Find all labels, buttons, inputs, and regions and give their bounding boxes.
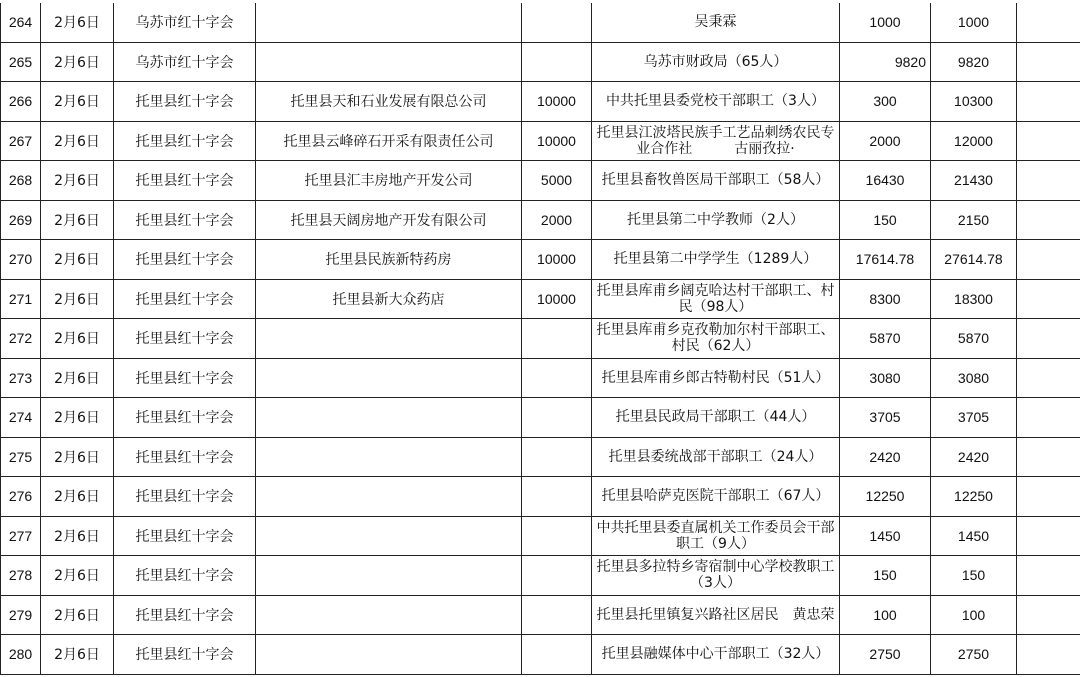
- row-number: 270: [1, 240, 41, 280]
- row-number: 275: [1, 437, 41, 477]
- company-amount-cell: [522, 319, 592, 359]
- total-amount-cell: 10300: [931, 82, 1017, 122]
- empty-cell: [1017, 42, 1080, 82]
- row-number: 279: [1, 595, 41, 635]
- table-row: [1, 398, 1080, 438]
- recipient-cell: 乌苏市财政局（65人）: [592, 42, 840, 82]
- recipient-amount-cell: 16430: [840, 161, 931, 201]
- red-cross-org-cell: 托里县红十字会: [114, 240, 256, 280]
- recipient-cell: 托里县融媒体中心干部职工（32人）: [592, 635, 840, 675]
- company-cell: [256, 595, 522, 635]
- recipient-amount-cell: 2750: [840, 635, 931, 675]
- recipient-cell: 托里县江波塔民族手工艺品刺绣农民专业合作社 古丽孜拉·: [592, 121, 840, 161]
- red-cross-org-cell: 托里县红十字会: [114, 200, 256, 240]
- company-amount-cell: 5000: [522, 161, 592, 201]
- date-cell: 2月6日: [41, 200, 114, 240]
- company-cell: 托里县汇丰房地产开发公司: [256, 161, 522, 201]
- empty-cell: [1017, 3, 1080, 42]
- table-row: [1, 516, 1080, 556]
- recipient-amount-cell: 100: [840, 595, 931, 635]
- empty-cell: [1017, 595, 1080, 635]
- recipient-cell: 托里县委统战部干部职工（24人）: [592, 437, 840, 477]
- table-row: [1, 319, 1080, 359]
- date-cell: 2月6日: [41, 319, 114, 359]
- empty-cell: [1017, 82, 1080, 122]
- company-cell: [256, 398, 522, 438]
- date-cell: 2月6日: [41, 516, 114, 556]
- recipient-amount-cell: 150: [840, 556, 931, 596]
- table-row: [1, 477, 1080, 517]
- empty-cell: [1017, 319, 1080, 359]
- recipient-amount-cell: 12250: [840, 477, 931, 517]
- recipient-amount-cell: 3705: [840, 398, 931, 438]
- recipient-amount-cell: 300: [840, 82, 931, 122]
- table-row: [1, 42, 1080, 82]
- total-amount-cell: 9820: [931, 42, 1017, 82]
- total-amount-cell: 3705: [931, 398, 1017, 438]
- table-row: [1, 595, 1080, 635]
- company-amount-cell: [522, 437, 592, 477]
- total-amount-cell: 1000: [931, 3, 1017, 42]
- red-cross-org-cell: 乌苏市红十字会: [114, 3, 256, 42]
- company-amount-cell: [522, 516, 592, 556]
- company-amount-cell: [522, 635, 592, 675]
- row-number: 268: [1, 161, 41, 201]
- table-row: [1, 121, 1080, 161]
- company-amount-cell: 10000: [522, 240, 592, 280]
- red-cross-org-cell: 托里县红十字会: [114, 556, 256, 596]
- recipient-amount-cell: 8300: [840, 279, 931, 319]
- table-row: [1, 556, 1080, 596]
- recipient-cell: 托里县哈萨克医院干部职工（67人）: [592, 477, 840, 517]
- date-cell: 2月6日: [41, 121, 114, 161]
- row-number: 276: [1, 477, 41, 517]
- date-cell: 2月6日: [41, 398, 114, 438]
- table-row: [1, 240, 1080, 280]
- red-cross-org-cell: 托里县红十字会: [114, 398, 256, 438]
- date-cell: 2月6日: [41, 3, 114, 42]
- company-cell: 托里县云峰碎石开采有限责任公司: [256, 121, 522, 161]
- company-cell: [256, 437, 522, 477]
- table-row: [1, 635, 1080, 675]
- company-cell: 托里县天和石业发展有限总公司: [256, 82, 522, 122]
- company-amount-cell: [522, 398, 592, 438]
- date-cell: 2月6日: [41, 437, 114, 477]
- row-number: 264: [1, 3, 41, 42]
- company-cell: [256, 42, 522, 82]
- date-cell: 2月6日: [41, 358, 114, 398]
- red-cross-org-cell: 托里县红十字会: [114, 279, 256, 319]
- red-cross-org-cell: 乌苏市红十字会: [114, 42, 256, 82]
- recipient-amount-cell: 1000: [840, 3, 931, 42]
- row-number: 277: [1, 516, 41, 556]
- table-row: [1, 200, 1080, 240]
- recipient-cell: 托里县畜牧兽医局干部职工（58人）: [592, 161, 840, 201]
- row-number: 267: [1, 121, 41, 161]
- recipient-amount-cell: 3080: [840, 358, 931, 398]
- donation-table: [0, 3, 1080, 675]
- recipient-cell: 托里县库甫乡郎古特勒村民（51人）: [592, 358, 840, 398]
- date-cell: 2月6日: [41, 477, 114, 517]
- empty-cell: [1017, 556, 1080, 596]
- empty-cell: [1017, 121, 1080, 161]
- total-amount-cell: 2420: [931, 437, 1017, 477]
- row-number: 273: [1, 358, 41, 398]
- recipient-amount-cell: 9820: [840, 42, 931, 82]
- red-cross-org-cell: 托里县红十字会: [114, 358, 256, 398]
- total-amount-cell: 2150: [931, 200, 1017, 240]
- empty-cell: [1017, 161, 1080, 201]
- recipient-cell: 中共托里县委直属机关工作委员会干部职工（9人）: [592, 516, 840, 556]
- row-number: 272: [1, 319, 41, 359]
- company-amount-cell: 10000: [522, 121, 592, 161]
- empty-cell: [1017, 477, 1080, 517]
- table-row: [1, 358, 1080, 398]
- company-amount-cell: [522, 358, 592, 398]
- company-amount-cell: 10000: [522, 279, 592, 319]
- row-number: 274: [1, 398, 41, 438]
- company-amount-cell: 2000: [522, 200, 592, 240]
- total-amount-cell: 21430: [931, 161, 1017, 201]
- red-cross-org-cell: 托里县红十字会: [114, 635, 256, 675]
- company-cell: 托里县天阔房地产开发有限公司: [256, 200, 522, 240]
- row-number: 265: [1, 42, 41, 82]
- total-amount-cell: 12250: [931, 477, 1017, 517]
- row-number: 269: [1, 200, 41, 240]
- company-amount-cell: [522, 556, 592, 596]
- date-cell: 2月6日: [41, 595, 114, 635]
- recipient-cell: 吴秉霖: [592, 3, 840, 42]
- date-cell: 2月6日: [41, 279, 114, 319]
- recipient-amount-cell: 1450: [840, 516, 931, 556]
- recipient-cell: 托里县多拉特乡寄宿制中心学校教职工（3人）: [592, 556, 840, 596]
- company-amount-cell: [522, 595, 592, 635]
- row-number: 266: [1, 82, 41, 122]
- table-body: [1, 3, 1080, 674]
- company-amount-cell: 10000: [522, 82, 592, 122]
- company-amount-cell: [522, 42, 592, 82]
- red-cross-org-cell: 托里县红十字会: [114, 82, 256, 122]
- total-amount-cell: 5870: [931, 319, 1017, 359]
- red-cross-org-cell: 托里县红十字会: [114, 319, 256, 359]
- empty-cell: [1017, 516, 1080, 556]
- red-cross-org-cell: 托里县红十字会: [114, 477, 256, 517]
- date-cell: 2月6日: [41, 82, 114, 122]
- red-cross-org-cell: 托里县红十字会: [114, 516, 256, 556]
- total-amount-cell: 3080: [931, 358, 1017, 398]
- table-row: [1, 279, 1080, 319]
- empty-cell: [1017, 200, 1080, 240]
- company-cell: [256, 516, 522, 556]
- recipient-cell: 中共托里县委党校干部职工（3人）: [592, 82, 840, 122]
- company-amount-cell: [522, 3, 592, 42]
- company-cell: [256, 635, 522, 675]
- recipient-amount-cell: 2000: [840, 121, 931, 161]
- recipient-cell: 托里县民政局干部职工（44人）: [592, 398, 840, 438]
- empty-cell: [1017, 358, 1080, 398]
- company-cell: [256, 556, 522, 596]
- table-row: [1, 161, 1080, 201]
- recipient-cell: 托里县库甫乡克孜勒加尔村干部职工、村民（62人）: [592, 319, 840, 359]
- date-cell: 2月6日: [41, 240, 114, 280]
- recipient-amount-cell: 2420: [840, 437, 931, 477]
- total-amount-cell: 18300: [931, 279, 1017, 319]
- company-amount-cell: [522, 477, 592, 517]
- date-cell: 2月6日: [41, 42, 114, 82]
- recipient-cell: 托里县第二中学学生（1289人）: [592, 240, 840, 280]
- company-cell: [256, 3, 522, 42]
- recipient-cell: 托里县托里镇复兴路社区居民 黄忠荣: [592, 595, 840, 635]
- company-cell: 托里县新大众药店: [256, 279, 522, 319]
- recipient-amount-cell: 5870: [840, 319, 931, 359]
- red-cross-org-cell: 托里县红十字会: [114, 595, 256, 635]
- total-amount-cell: 100: [931, 595, 1017, 635]
- total-amount-cell: 27614.78: [931, 240, 1017, 280]
- empty-cell: [1017, 279, 1080, 319]
- total-amount-cell: 12000: [931, 121, 1017, 161]
- date-cell: 2月6日: [41, 556, 114, 596]
- empty-cell: [1017, 437, 1080, 477]
- table-row: [1, 3, 1080, 42]
- date-cell: 2月6日: [41, 635, 114, 675]
- total-amount-cell: 150: [931, 556, 1017, 596]
- recipient-cell: 托里县库甫乡阔克哈达村干部职工、村民（98人）: [592, 279, 840, 319]
- company-cell: [256, 477, 522, 517]
- empty-cell: [1017, 240, 1080, 280]
- empty-cell: [1017, 398, 1080, 438]
- row-number: 278: [1, 556, 41, 596]
- empty-cell: [1017, 635, 1080, 675]
- recipient-amount-cell: 17614.78: [840, 240, 931, 280]
- recipient-cell: 托里县第二中学教师（2人）: [592, 200, 840, 240]
- date-cell: 2月6日: [41, 161, 114, 201]
- row-number: 280: [1, 635, 41, 675]
- red-cross-org-cell: 托里县红十字会: [114, 437, 256, 477]
- total-amount-cell: 1450: [931, 516, 1017, 556]
- company-cell: [256, 358, 522, 398]
- row-number: 271: [1, 279, 41, 319]
- red-cross-org-cell: 托里县红十字会: [114, 121, 256, 161]
- total-amount-cell: 2750: [931, 635, 1017, 675]
- red-cross-org-cell: 托里县红十字会: [114, 161, 256, 201]
- recipient-amount-cell: 150: [840, 200, 931, 240]
- company-cell: [256, 319, 522, 359]
- company-cell: 托里县民族新特药房: [256, 240, 522, 280]
- table-row: [1, 82, 1080, 122]
- table-row: [1, 437, 1080, 477]
